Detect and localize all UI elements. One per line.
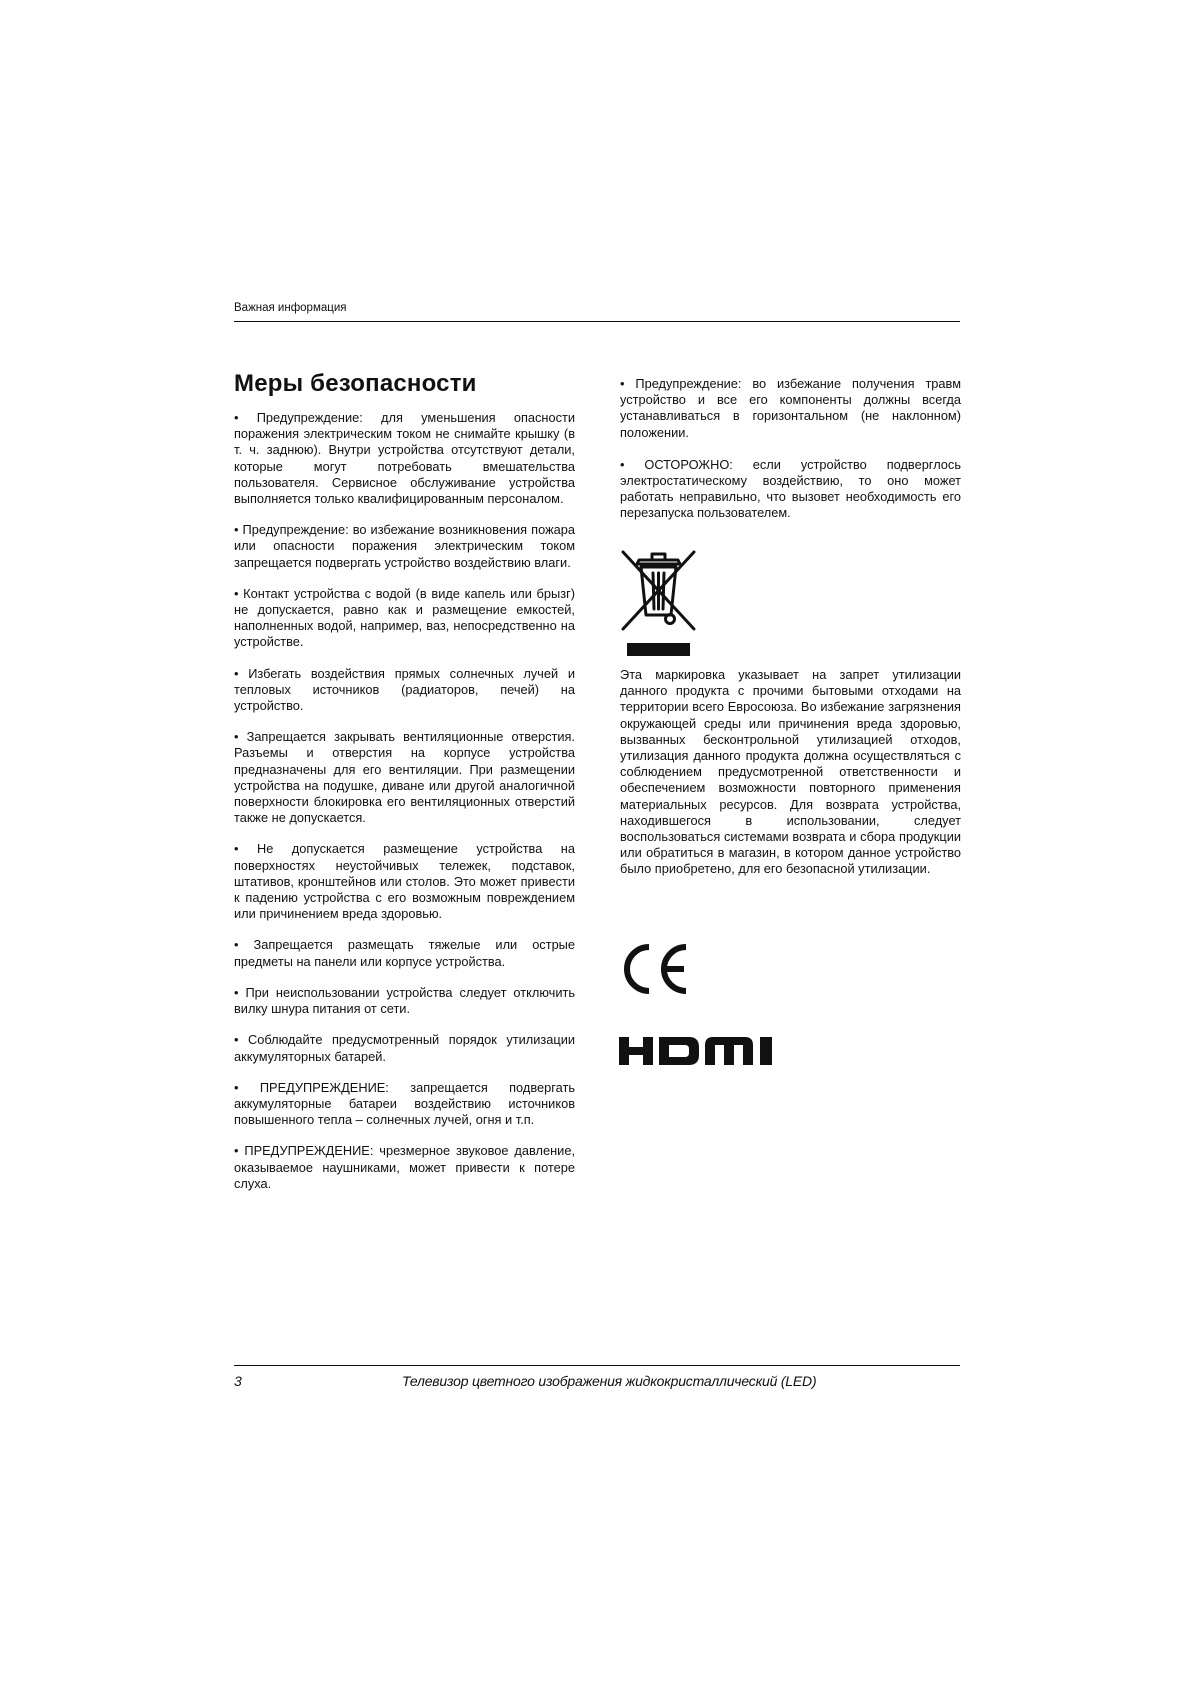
safety-paragraph: • Предупреждение: для уменьшения опасности поражения электрическим током не снимайте крышку (в т. ч. заднюю). Внутри устройства отсутствуют детали, которые могут потребовать вмешательства пользователя. Сервисное обслуживание устройства выполняется только квалифицированным персоналом.: [234, 410, 575, 507]
footer-rule: [234, 1365, 960, 1366]
weee-description: Эта маркировка указывает на запрет утилизации данного продукта с прочими бытовыми отходами на территории всего Евросоюза. Во избежание загрязнения окружающей среды или причинения вреда здоровью, вызванных бесконтрольной утилизацией отходов, утилизация данного продукта должна осуществляться с соблюдением предусмотренной ответственности и обеспечением возможности повторного применения материальных ресурсов. Для возврата устройства, находившегося в использовании, следует воспользоваться системами возврата и сбора продукции или обратиться в магазин, в котором данное устройство было приобретено, для его безопасной утилизации.: [620, 667, 961, 877]
footer-page-number: 3: [234, 1373, 242, 1389]
safety-paragraph: • Предупреждение: во избежание получения травм устройство и все его компоненты должны всегда устанавливаться в горизонтальном (не наклонном) положении.: [620, 376, 961, 440]
safety-paragraph: • ПРЕДУПРЕЖДЕНИЕ: запрещается подвергать аккумуляторные батареи воздействию источников повышенного тепла – солнечных лучей, огня и т.п.: [234, 1079, 575, 1128]
safety-paragraph: • Предупреждение: во избежание возникновения пожара или опасности поражения электрическим током запрещается подвергать устройство воздействию влаги.: [234, 522, 575, 570]
footer-document-title: Телевизор цветного изображения жидкокристаллический (LED): [402, 1373, 817, 1389]
left-column: [234, 410, 575, 1207]
hdmi-logo-icon: [619, 1037, 782, 1065]
safety-paragraph: • Контакт устройства с водой (в виде капель или брызг) не допускается, равно как и размещение емкостей, наполненных водой, например, ваз, непосредственно на устройстве.: [234, 585, 575, 650]
safety-paragraph: • Избегать воздействия прямых солнечных лучей и тепловых источников (радиаторов, печей) на устройство.: [234, 665, 575, 714]
crossed-out-wheelie-bin-icon: [620, 545, 697, 657]
safety-paragraph: • Запрещается закрывать вентиляционные отверстия. Разъемы и отверстия на корпусе устройства предназначены для его вентиляции. При размещении устройства на подушке, диване или другой аналогичной поверхности блокировка его вентиляционных отверстий также не допускается.: [234, 729, 575, 826]
ce-mark-icon: [620, 943, 690, 995]
safety-paragraph: • ПРЕДУПРЕЖДЕНИЕ: чрезмерное звуковое давление, оказываемое наушниками, может привести к потере слуха.: [234, 1143, 575, 1191]
safety-paragraph: • Соблюдайте предусмотренный порядок утилизации аккумуляторных батарей.: [234, 1032, 575, 1064]
header-section-label: Важная информация: [234, 302, 347, 314]
right-column: [620, 376, 961, 538]
safety-paragraph: • ОСТОРОЖНО: если устройство подверглось электростатическому воздействию, то оно может работать неправильно, что вызовет необходимость его перезапуска пользователем.: [620, 456, 961, 521]
safety-paragraph: • При неиспользовании устройства следует отключить вилку шнура питания от сети.: [234, 984, 575, 1017]
page-title: Меры безопасности: [234, 370, 477, 397]
safety-paragraph: • Запрещается размещать тяжелые или острые предметы на панели или корпусе устройства.: [234, 937, 575, 969]
safety-paragraph: • Не допускается размещение устройства на поверхностях неустойчивых тележек, подставок, штативов, кронштейнов или столов. Это может привести к падению устройства с его возможным повреждением или причинением вреда здоровью.: [234, 841, 575, 922]
header-rule: [234, 321, 960, 322]
